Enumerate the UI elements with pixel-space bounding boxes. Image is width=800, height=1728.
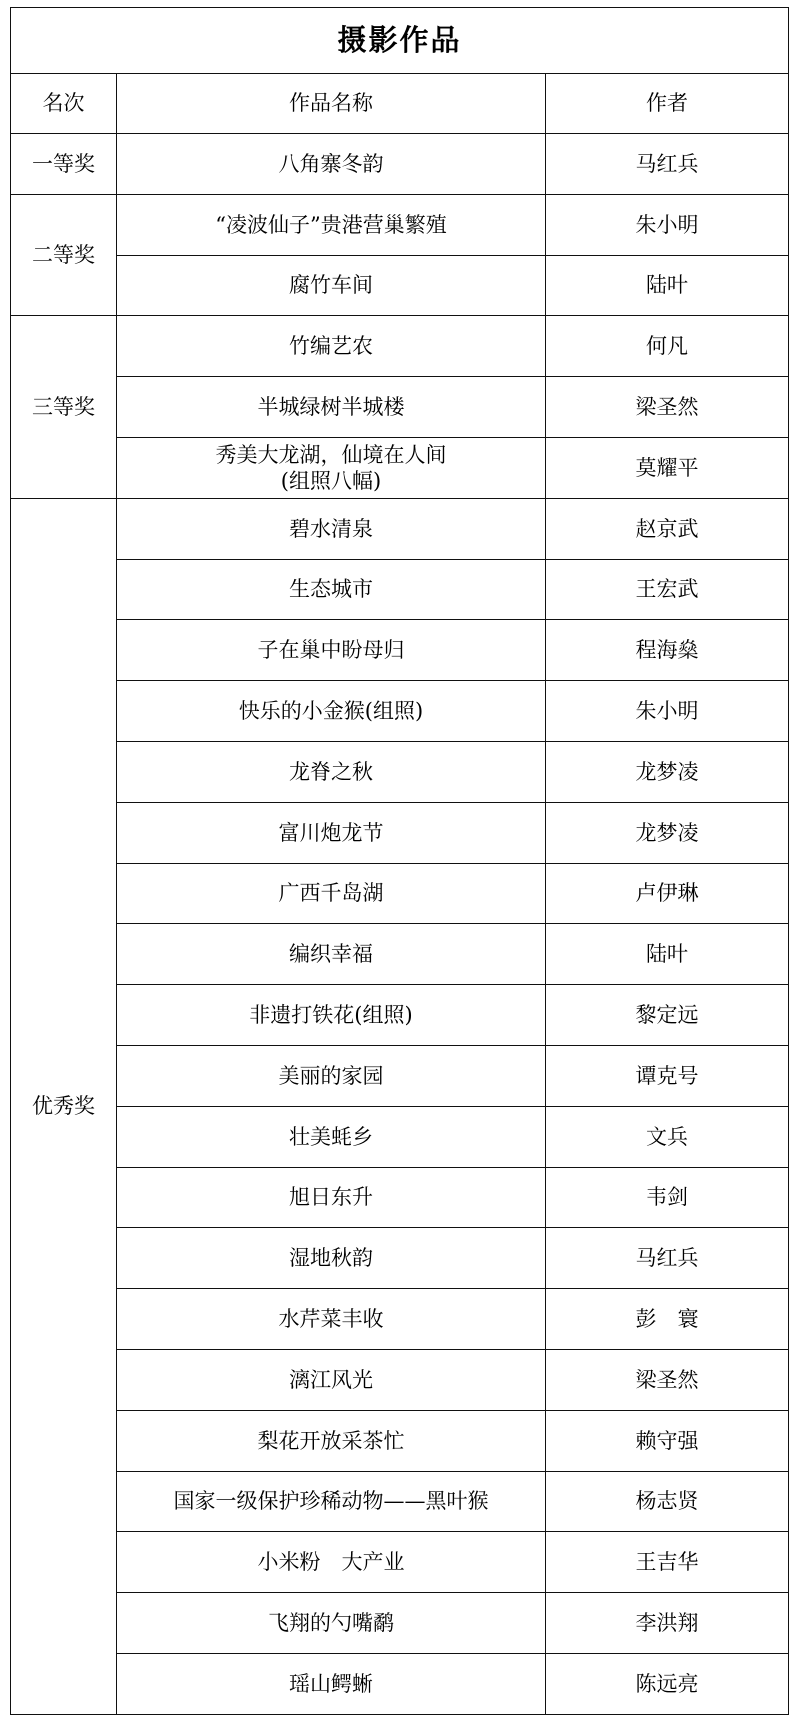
rank-cell: 优秀奖 [11,498,117,1714]
table-row [11,1471,789,1532]
table-row [11,863,789,924]
table-row [11,194,789,255]
work-title-cell: “凌波仙子”贵港营巢繁殖 [117,194,546,255]
work-title-cell: 漓江风光 [117,1349,546,1410]
author-cell: 赖守强 [546,1410,789,1471]
author-cell: 黎定远 [546,985,789,1046]
author-cell: 王吉华 [546,1532,789,1593]
author-cell: 何凡 [546,316,789,377]
work-title-cell: 腐竹车间 [117,255,546,316]
author-cell: 程海燊 [546,620,789,681]
author-cell: 文兵 [546,1106,789,1167]
author-cell: 马红兵 [546,134,789,195]
author-cell: 陆叶 [546,924,789,985]
work-title-cell: 国家一级保护珍稀动物——黑叶猴 [117,1471,546,1532]
table-row [11,620,789,681]
work-title-cell: 湿地秋韵 [117,1228,546,1289]
table-row [11,802,789,863]
author-cell: 梁圣然 [546,377,789,438]
work-title-cell: 非遗打铁花(组照) [117,985,546,1046]
work-title-cell: 梨花开放采茶忙 [117,1410,546,1471]
table-row [11,255,789,316]
author-cell: 朱小明 [546,681,789,742]
author-cell: 谭克号 [546,1045,789,1106]
work-title-cell: 竹编艺农 [117,316,546,377]
work-title-cell: 美丽的家园 [117,1045,546,1106]
work-title-cell: 生态城市 [117,559,546,620]
table-row [11,316,789,377]
work-title-cell: 富川炮龙节 [117,802,546,863]
table-row [11,1289,789,1350]
work-title-cell: 小米粉 大产业 [117,1532,546,1593]
work-title-cell: 子在巢中盼母归 [117,620,546,681]
work-title-cell: 快乐的小金猴(组照) [117,681,546,742]
work-title-cell: 半城绿树半城楼 [117,377,546,438]
work-title-line: (组照八幅) [280,468,382,493]
author-cell: 李洪翔 [546,1593,789,1654]
table-row [11,377,789,438]
table-row [11,985,789,1046]
table-row [11,1593,789,1654]
work-title-cell: 龙脊之秋 [117,741,546,802]
author-cell: 赵京武 [546,498,789,559]
work-title-cell: 飞翔的勺嘴鹬 [117,1593,546,1654]
table-row [11,1653,789,1714]
rank-cell: 三等奖 [11,316,117,498]
work-title-cell: 广西千岛湖 [117,863,546,924]
work-title-cell: 碧水清泉 [117,498,546,559]
table-row [11,1349,789,1410]
work-title-cell: 水芹菜丰收 [117,1289,546,1350]
author-cell: 王宏武 [546,559,789,620]
author-cell: 韦剑 [546,1167,789,1228]
work-title-line: 秀美大龙湖，仙境在人间 [215,442,447,467]
work-title-cell: 瑶山鳄蜥 [117,1653,546,1714]
awards-table [10,7,789,1715]
table-row [11,134,789,195]
work-title-cell: 八角寨冬韵 [117,134,546,195]
header-rank: 名次 [11,74,117,134]
table-row [11,1106,789,1167]
author-cell: 彭 寰 [546,1289,789,1350]
author-cell: 梁圣然 [546,1349,789,1410]
table-row [11,681,789,742]
table-row [11,924,789,985]
table-row [11,1228,789,1289]
work-title-cell [117,437,546,498]
table-row [11,1410,789,1471]
table-row [11,498,789,559]
rank-cell: 一等奖 [11,134,117,195]
author-cell: 马红兵 [546,1228,789,1289]
table-row [11,1167,789,1228]
author-cell: 陈远亮 [546,1653,789,1714]
author-cell: 龙梦凌 [546,802,789,863]
header-row [11,74,789,134]
work-title-cell: 编织幸福 [117,924,546,985]
title-row [11,8,789,74]
author-cell: 陆叶 [546,255,789,316]
table-row [11,1532,789,1593]
author-cell: 杨志贤 [546,1471,789,1532]
header-author: 作者 [546,74,789,134]
table-title: 摄影作品 [11,8,789,74]
work-title-cell: 旭日东升 [117,1167,546,1228]
header-work: 作品名称 [117,74,546,134]
table-row [11,559,789,620]
author-cell: 卢伊琳 [546,863,789,924]
author-cell: 莫耀平 [546,437,789,498]
work-title-cell: 壮美蚝乡 [117,1106,546,1167]
author-cell: 龙梦凌 [546,741,789,802]
rank-cell: 二等奖 [11,194,117,316]
author-cell: 朱小明 [546,194,789,255]
table-row [11,1045,789,1106]
table-row [11,741,789,802]
table-row [11,437,789,498]
